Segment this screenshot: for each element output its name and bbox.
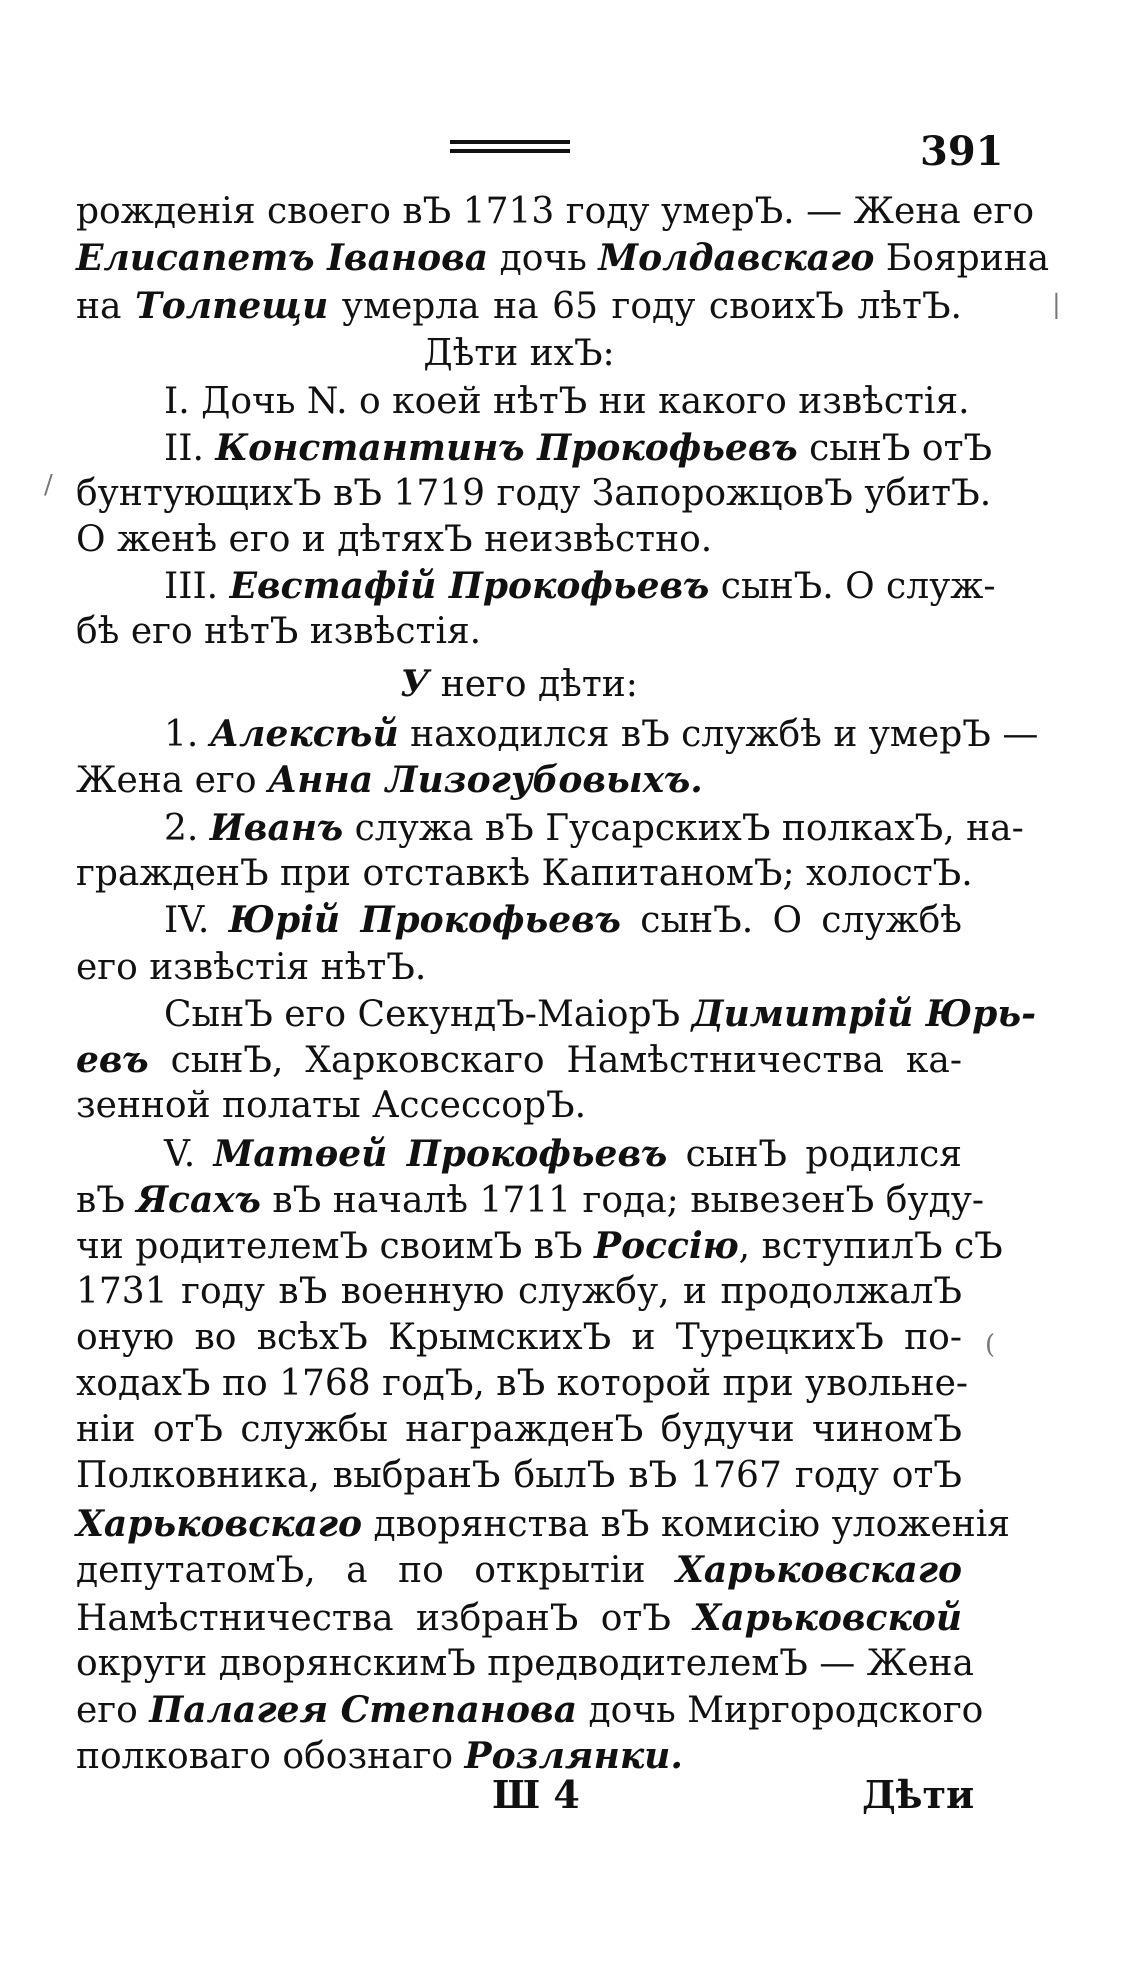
- line-text: депутатомЪ, а по открытіи: [76, 1550, 676, 1591]
- text-line: [76, 190, 1035, 234]
- italic-name: Россію: [594, 1225, 739, 1267]
- margin-mark: /: [44, 470, 53, 500]
- line-text: Боярина: [874, 238, 1050, 279]
- line-text: ходахЪ по 1768 годЪ, вЪ которой при увольне-: [76, 1363, 969, 1404]
- line-text: на: [76, 286, 135, 327]
- line-text: О женѣ его и дѣтяхЪ неизвѣстно.: [76, 519, 713, 560]
- text-line: [76, 332, 962, 376]
- line-text: II.: [164, 428, 216, 469]
- italic-name: Харьковскаго: [76, 1503, 363, 1545]
- text-line: [164, 426, 993, 471]
- text-line: [76, 284, 962, 329]
- line-text: него дѣти:: [429, 664, 638, 705]
- text-line: [76, 1642, 974, 1686]
- text-line: [76, 1502, 1010, 1547]
- line-text: его: [76, 1690, 150, 1731]
- rule-line: [450, 149, 570, 153]
- line-text: СынЪ его СекундЪ-МаіорЪ: [164, 994, 692, 1035]
- italic-name: Константинъ Прокофьевъ: [215, 427, 798, 469]
- line-text: 2.: [164, 808, 210, 849]
- text-line: [164, 898, 962, 943]
- line-text: бунтующихЪ вЪ 1719 году ЗапорожцовЪ убитЪ.: [76, 473, 992, 514]
- line-text: чи родителемЪ своимЪ вЪ: [76, 1226, 595, 1267]
- text-line: [76, 1408, 962, 1452]
- text-line: [76, 1224, 1003, 1269]
- line-text: 1731 году вЪ военную службу, и продолжалЪ: [76, 1271, 962, 1312]
- line-text: вЪ началѣ 1711 года; вывезенЪ буду-: [260, 1180, 985, 1221]
- line-text: ніи отЪ службы награжденЪ будучи чиномЪ: [76, 1409, 962, 1450]
- page-number: 391: [920, 128, 1004, 175]
- line-text: сынЪ, Харковскаго Намѣстничества ка-: [148, 1040, 962, 1081]
- italic-name: Ясахъ: [136, 1179, 261, 1221]
- italic-name: Харьковскаго: [675, 1549, 962, 1591]
- text-line: [76, 758, 703, 803]
- text-line: [76, 1038, 962, 1083]
- text-line: [164, 992, 1037, 1037]
- italic-name: Анна Лизогубовыхъ.: [267, 759, 703, 801]
- text-line: [164, 380, 970, 424]
- text-line: [76, 1548, 962, 1593]
- line-text: находился вЪ службѣ и умерЪ —: [398, 714, 1039, 755]
- line-text: округи дворянскимЪ предводителемЪ — Жена: [76, 1643, 974, 1684]
- italic-name: Алексѣй: [209, 713, 399, 755]
- text-line: [76, 518, 712, 562]
- line-text: дочь: [488, 238, 599, 279]
- line-text: 1.: [164, 714, 210, 755]
- text-line: [76, 1178, 985, 1223]
- italic-name: Матѳей Прокофьевъ: [213, 1133, 668, 1175]
- text-line: [76, 1688, 984, 1733]
- text-line: [76, 610, 481, 654]
- line-text: сынЪ. О служ-: [709, 566, 996, 607]
- margin-mark: |: [1052, 290, 1061, 320]
- text-line: [164, 564, 996, 609]
- rule-line: [450, 140, 570, 144]
- italic-name: Иванъ: [209, 807, 344, 849]
- text-line: [164, 712, 1039, 757]
- text-line: [76, 1362, 969, 1406]
- italic-name: Елисапетъ Іванова: [76, 237, 489, 279]
- line-text: Полковника, выбранЪ былЪ вЪ 1767 году отЪ: [76, 1455, 962, 1496]
- italic-name: Толпещи: [135, 285, 329, 327]
- text-line: [76, 236, 1050, 281]
- line-text: IV.: [164, 900, 229, 941]
- text-line: [76, 852, 973, 896]
- text-line: [76, 472, 992, 516]
- margin-mark: (: [985, 1330, 996, 1360]
- text-line: [76, 1734, 683, 1779]
- line-text: Жена его: [76, 760, 268, 801]
- line-text: полковаго обознаго: [76, 1736, 465, 1777]
- italic-name: евъ: [76, 1039, 149, 1081]
- italic-name: Молдавскаго: [598, 237, 875, 279]
- line-text: служа вЪ ГусарскихЪ полкахЪ, на-: [343, 808, 1024, 849]
- italic-name: У: [400, 663, 430, 705]
- line-text: V.: [164, 1134, 214, 1175]
- line-text: рожденія своего вЪ 1713 году умерЪ. — Жена его: [76, 191, 1035, 232]
- text-line: [76, 662, 962, 707]
- text-line: [76, 1596, 962, 1641]
- header-double-rule: [450, 140, 570, 158]
- text-line: [76, 1084, 586, 1128]
- text-line: [76, 1316, 962, 1360]
- line-text: Дѣти ихЪ:: [423, 333, 615, 374]
- line-text: умерла на 65 году своихЪ лѣтЪ.: [328, 286, 962, 327]
- line-text: вЪ: [76, 1180, 137, 1221]
- line-text: дочь Миргородского: [577, 1690, 984, 1731]
- italic-name: Димитрій Юрь-: [691, 993, 1037, 1035]
- italic-name: Евстафій Прокофьевъ: [229, 565, 710, 607]
- line-text: гражденЪ при отставкѣ КапитаномЪ; холостЪ.: [76, 853, 973, 894]
- line-text: сынЪ отЪ: [797, 428, 993, 469]
- line-text: сынЪ. О службѣ: [620, 900, 962, 941]
- italic-name: Харьковской: [693, 1597, 962, 1639]
- signature-mark: Ш 4: [492, 1772, 580, 1817]
- text-line: [164, 806, 1024, 851]
- catchword: Дѣти: [862, 1772, 975, 1817]
- italic-name: Юрій Прокофьевъ: [228, 899, 621, 941]
- text-line: [164, 1132, 962, 1177]
- line-text: бѣ его нѣтЪ извѣстія.: [76, 611, 482, 652]
- line-text: его извѣстія нѣтЪ.: [76, 947, 427, 988]
- line-text: I. Дочь N. о коей нѣтЪ ни какого извѣстія.: [164, 381, 970, 422]
- line-text: дворянства вЪ комисію уложенія: [362, 1504, 1010, 1545]
- italic-name: Палагея Степанова: [149, 1689, 578, 1731]
- line-text: III.: [164, 566, 230, 607]
- italic-name: Розлянки.: [464, 1735, 683, 1777]
- text-line: [76, 1454, 962, 1498]
- line-text: Намѣстничества избранЪ отЪ: [76, 1598, 694, 1639]
- line-text: зенной полаты АссессорЪ.: [76, 1085, 587, 1126]
- text-line: [76, 1270, 962, 1314]
- text-line: [76, 946, 426, 990]
- line-text: сынЪ родился: [667, 1134, 963, 1175]
- line-text: , вступилЪ сЪ: [738, 1226, 1003, 1267]
- line-text: оную во всѣхЪ КрымскихЪ и ТурецкихЪ по-: [76, 1317, 962, 1358]
